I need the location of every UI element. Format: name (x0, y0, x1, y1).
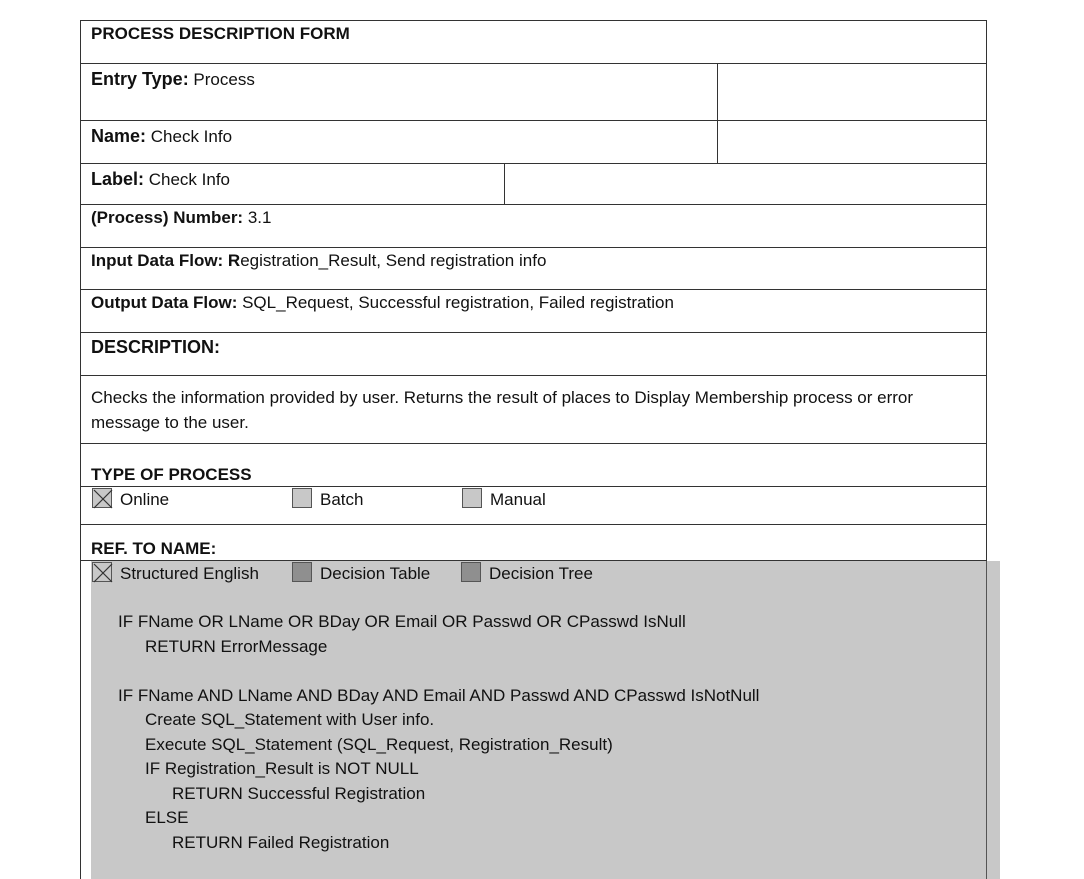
output-data-flow-label: Output Data Flow: (91, 293, 238, 312)
process-number-label: (Process) Number: (91, 208, 244, 227)
label-field (91, 168, 230, 191)
online-label: Online (120, 490, 170, 509)
code-line: Create SQL_Statement with User info. (145, 710, 435, 729)
code-line: IF Registration_Result is NOT NULL (145, 759, 419, 778)
structured-english-label: Structured English (120, 564, 259, 583)
cell-divider (504, 163, 505, 204)
entry-type-field (91, 68, 255, 91)
row-divider (80, 560, 987, 561)
row-divider (80, 375, 987, 376)
input-data-flow-value: egistration_Result, Send registration info (240, 251, 547, 270)
row-divider (80, 486, 987, 487)
code-line: IF FName AND LName AND BDay AND Email AND Passwd AND CPasswd IsNotNull (118, 686, 760, 705)
row-divider (80, 524, 987, 525)
checked-x-icon (93, 563, 113, 583)
output-data-flow-field (91, 292, 674, 314)
row-divider (80, 120, 987, 121)
batch-checkbox[interactable] (292, 488, 312, 508)
code-line: IF FName OR LName OR BDay OR Email OR Passwd OR CPasswd IsNull (118, 612, 686, 631)
checked-x-icon (93, 489, 113, 509)
manual-checkbox[interactable] (462, 488, 482, 508)
border-left (80, 20, 81, 879)
process-number-value: 3.1 (243, 208, 272, 227)
row-divider (80, 289, 987, 290)
process-number-field (91, 207, 271, 229)
code-line: RETURN Failed Registration (172, 833, 390, 852)
code-line: ELSE (145, 808, 189, 827)
code-line: RETURN Successful Registration (172, 784, 426, 803)
name-field (91, 125, 232, 148)
label-value: Check Info (144, 170, 231, 189)
output-data-flow-value: SQL_Request, Successful registration, Failed registration (237, 293, 674, 312)
decision-tree-label: Decision Tree (489, 564, 593, 583)
code-line: Execute SQL_Statement (SQL_Request, Registration_Result) (145, 735, 613, 754)
row-divider (80, 163, 987, 164)
code-line: RETURN ErrorMessage (145, 637, 328, 656)
decision-tree-checkbox[interactable] (461, 562, 481, 582)
border-top (80, 20, 987, 21)
input-data-flow-label: Input Data Flow: R (91, 251, 241, 270)
row-divider (80, 247, 987, 248)
row-divider (80, 63, 987, 64)
name-label: Name: (91, 126, 147, 146)
input-data-flow-field (91, 250, 546, 272)
ref-to-name-heading: REF. TO NAME: (91, 539, 217, 558)
border-right (986, 20, 987, 561)
batch-label: Batch (320, 490, 364, 509)
entry-type-label: Entry Type: (91, 69, 189, 89)
cell-divider (717, 63, 718, 163)
decision-table-checkbox[interactable] (292, 562, 312, 582)
structured-english-checkbox[interactable] (92, 562, 112, 582)
name-value: Check Info (146, 127, 233, 146)
border-right-lower (986, 561, 987, 879)
row-divider (80, 204, 987, 205)
manual-label: Manual (490, 490, 546, 509)
entry-type-value: Process (188, 70, 255, 89)
label-label: Label: (91, 169, 145, 189)
row-divider (80, 332, 987, 333)
online-checkbox[interactable] (92, 488, 112, 508)
description-text: Checks the information provided by user. Returns the result of places to Display Membership process or error message to the user. (91, 388, 914, 432)
row-divider (80, 443, 987, 444)
form-title: PROCESS DESCRIPTION FORM (91, 24, 350, 43)
decision-table-label: Decision Table (320, 564, 431, 583)
process-description-form (80, 20, 987, 879)
type-of-process-heading: TYPE OF PROCESS (91, 465, 252, 484)
description-heading: DESCRIPTION: (91, 337, 221, 357)
